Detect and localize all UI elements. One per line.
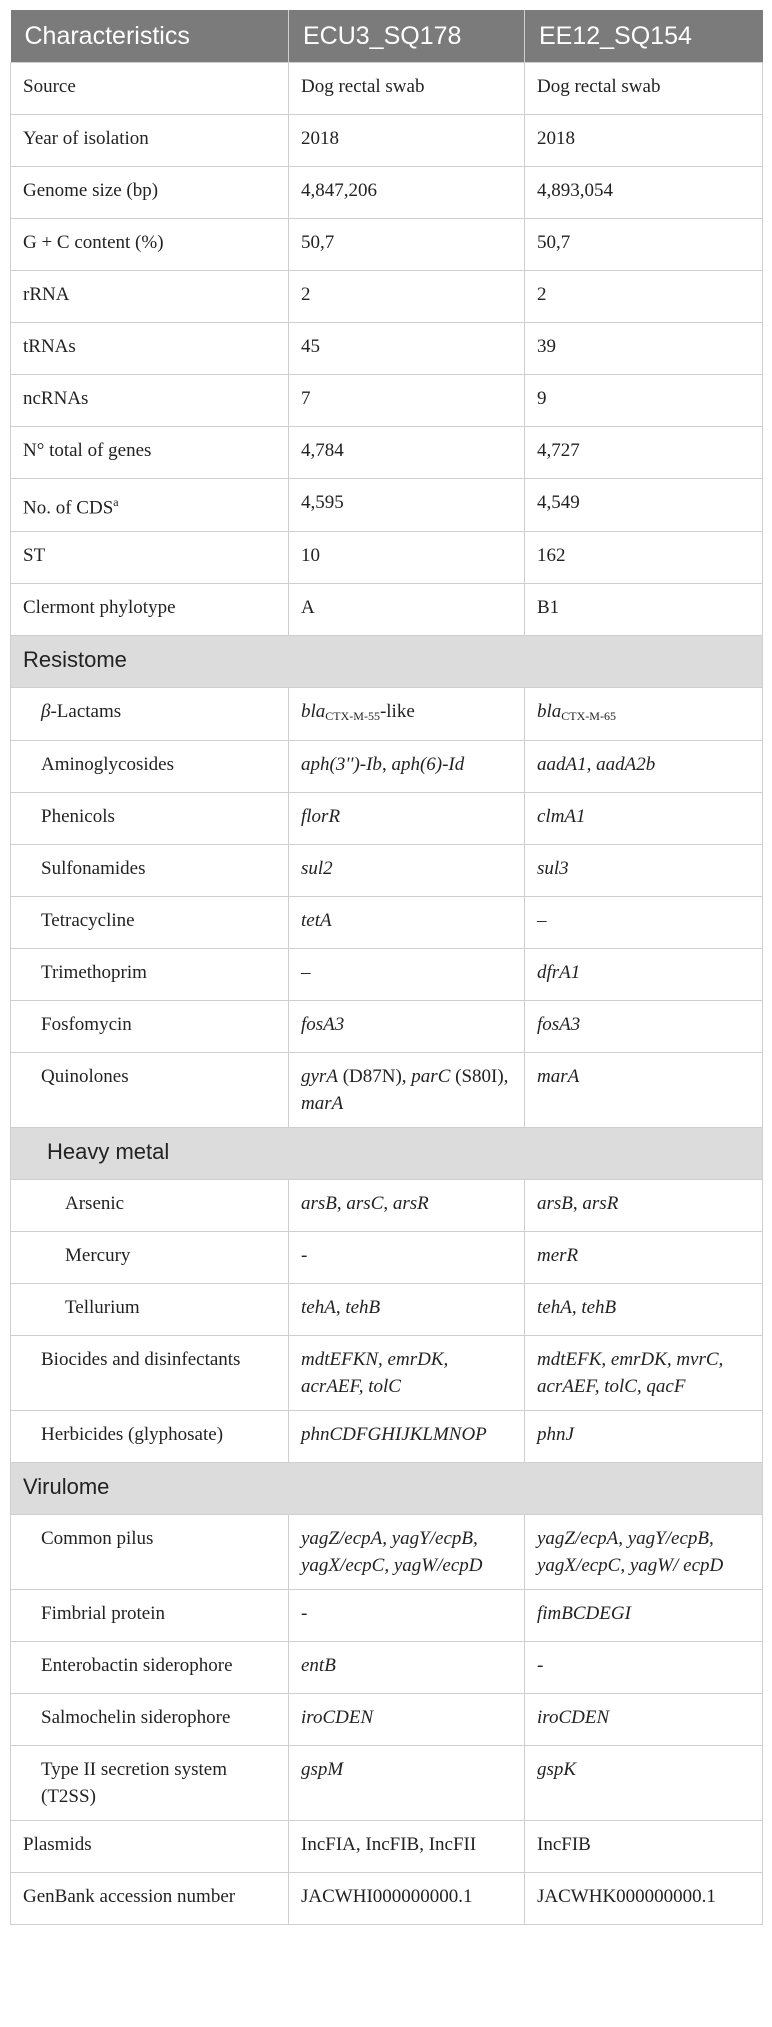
mutation: (S80I),: [450, 1066, 509, 1088]
row-label: Sulfonamides: [11, 845, 289, 897]
ee12-value: 2: [525, 271, 763, 323]
header-ee12-sq154: EE12_SQ154: [525, 10, 763, 63]
gene-name: aph(3'')-Ib: [301, 754, 382, 776]
ecu3-value: tehA, tehB: [289, 1284, 525, 1336]
ecu3-value: yagZ/ecpA, yagY/ecpB, yagX/ecpC, yagW/ecpD: [289, 1515, 525, 1590]
row-label: Type II secretion system (T2SS): [11, 1746, 289, 1821]
row-label: [11, 479, 289, 532]
table-row-mercury: [11, 1232, 763, 1284]
gene-name: marA: [301, 1093, 344, 1115]
table-row-fimbrial: [11, 1590, 763, 1642]
table-row-herbicides: [11, 1411, 763, 1463]
ecu3-value: 10: [289, 532, 525, 584]
row-label: rRNA: [11, 271, 289, 323]
beta-label-text: -Lactams: [50, 701, 122, 723]
row-label: Trimethoprim: [11, 949, 289, 1001]
row-label: GenBank accession number: [11, 1873, 289, 1925]
row-label: Enterobactin siderophore: [11, 1642, 289, 1694]
ee12-value: dfrA1: [525, 949, 763, 1001]
gene-name: arsB: [301, 1193, 337, 1215]
table-row-st: [11, 532, 763, 584]
ee12-value: clmA1: [525, 793, 763, 845]
ee12-value: 162: [525, 532, 763, 584]
ecu3-value: 45: [289, 323, 525, 375]
ee12-value: tehA, tehB: [525, 1284, 763, 1336]
gene-subscript: CTX-M-65: [561, 709, 616, 724]
ecu3-value: 4,847,206: [289, 167, 525, 219]
gene-name: aadA2b: [596, 754, 656, 776]
section-resistome: [11, 636, 763, 688]
row-label: Salmochelin siderophore: [11, 1694, 289, 1746]
table-row-sulfonamides: [11, 845, 763, 897]
gene-suffix: -like: [379, 701, 415, 723]
table-row-cds: [11, 479, 763, 532]
ee12-value: B1: [525, 584, 763, 636]
gene-name: tehB: [581, 1297, 617, 1319]
ee12-value: -: [525, 1642, 763, 1694]
row-label: Year of isolation: [11, 115, 289, 167]
ee12-value: 50,7: [525, 219, 763, 271]
table-row-tellurium: [11, 1284, 763, 1336]
ee12-value: merR: [525, 1232, 763, 1284]
table-row-phenicols: [11, 793, 763, 845]
ee12-value: arsB, arsR: [525, 1180, 763, 1232]
table-row-total-genes: [11, 427, 763, 479]
row-label: Clermont phylotype: [11, 584, 289, 636]
row-label: Fimbrial protein: [11, 1590, 289, 1642]
ecu3-value: IncFIA, IncFIB, IncFII: [289, 1821, 525, 1873]
row-label: N° total of genes: [11, 427, 289, 479]
table-row-ncrnas: [11, 375, 763, 427]
gene-name: bla: [537, 701, 562, 723]
gene-name: parC: [411, 1066, 451, 1088]
row-label: G + C content (%): [11, 219, 289, 271]
ee12-value: fimBCDEGI: [525, 1590, 763, 1642]
table-row-genome-size: [11, 167, 763, 219]
ecu3-value: florR: [289, 793, 525, 845]
section-title: Virulome: [11, 1463, 763, 1515]
ecu3-value: 7: [289, 375, 525, 427]
ee12-value: marA: [525, 1053, 763, 1128]
gene-name: tehA: [537, 1297, 572, 1319]
row-label: Herbicides (glyphosate): [11, 1411, 289, 1463]
ee12-value: 4,893,054: [525, 167, 763, 219]
table-row-clermont: [11, 584, 763, 636]
ecu3-value: Dog rectal swab: [289, 63, 525, 115]
separator: ,: [381, 754, 392, 776]
ee12-value: fosA3: [525, 1001, 763, 1053]
table-row-beta-lactams: [11, 688, 763, 741]
mutation: (D87N),: [337, 1066, 412, 1088]
ecu3-value: iroCDEN: [289, 1694, 525, 1746]
ee12-value: –: [525, 897, 763, 949]
row-label: Fosfomycin: [11, 1001, 289, 1053]
gene-name: arsB: [537, 1193, 573, 1215]
row-label: ST: [11, 532, 289, 584]
gene-name: tehA: [301, 1297, 336, 1319]
ecu3-value: tetA: [289, 897, 525, 949]
table-row-trnas: [11, 323, 763, 375]
ee12-value: sul3: [525, 845, 763, 897]
ee12-value: [525, 741, 763, 793]
row-label: Aminoglycosides: [11, 741, 289, 793]
header-ecu3-sq178: ECU3_SQ178: [289, 10, 525, 63]
table-row-quinolones: [11, 1053, 763, 1128]
table-row-gc-content: [11, 219, 763, 271]
gene-name: aadA1: [537, 754, 587, 776]
ecu3-value: -: [289, 1232, 525, 1284]
ecu3-value: [289, 741, 525, 793]
ecu3-value: 2: [289, 271, 525, 323]
row-label: ncRNAs: [11, 375, 289, 427]
beta-symbol: β: [41, 701, 51, 723]
table-row-t2ss: [11, 1746, 763, 1821]
gene-name: bla: [301, 701, 326, 723]
ecu3-value: 4,784: [289, 427, 525, 479]
ecu3-value: 50,7: [289, 219, 525, 271]
ecu3-value: arsB, arsC, arsR: [289, 1180, 525, 1232]
table-row-biocides: [11, 1336, 763, 1411]
row-label: Phenicols: [11, 793, 289, 845]
gene-subscript: CTX-M-55: [325, 709, 380, 724]
ee12-value: iroCDEN: [525, 1694, 763, 1746]
row-label: Tetracycline: [11, 897, 289, 949]
row-label: Biocides and disinfectants: [11, 1336, 289, 1411]
ee12-value: phnJ: [525, 1411, 763, 1463]
table-row-year: [11, 115, 763, 167]
ecu3-value: gspM: [289, 1746, 525, 1821]
table-row-salmochelin: [11, 1694, 763, 1746]
gene-name: tehB: [345, 1297, 381, 1319]
row-label: Mercury: [11, 1232, 289, 1284]
ee12-value: gspK: [525, 1746, 763, 1821]
ecu3-value: –: [289, 949, 525, 1001]
gene-name: arsC: [346, 1193, 384, 1215]
ee12-value: 2018: [525, 115, 763, 167]
ecu3-value: [289, 1053, 525, 1128]
table-row-fosfomycin: [11, 1001, 763, 1053]
row-label: tRNAs: [11, 323, 289, 375]
table-row-tetracycline: [11, 897, 763, 949]
table-row-rrna: [11, 271, 763, 323]
row-label: Source: [11, 63, 289, 115]
ecu3-value: 4,595: [289, 479, 525, 532]
ee12-value: Dog rectal swab: [525, 63, 763, 115]
ecu3-value: JACWHI000000000.1: [289, 1873, 525, 1925]
gene-name: aph(6)-Id: [391, 754, 465, 776]
table-row-source: [11, 63, 763, 115]
gene-name: gyrA: [301, 1066, 338, 1088]
table-row-genbank: [11, 1873, 763, 1925]
ecu3-value: -: [289, 1590, 525, 1642]
section-title: Resistome: [11, 636, 763, 688]
ee12-value: IncFIB: [525, 1821, 763, 1873]
ecu3-value: 2018: [289, 115, 525, 167]
ee12-value: 9: [525, 375, 763, 427]
ecu3-value: phnCDFGHIJKLMNOP: [289, 1411, 525, 1463]
ee12-value: yagZ/ecpA, yagY/ecpB, yagX/ecpC, yagW/ ecpD: [525, 1515, 763, 1590]
ecu3-value: fosA3: [289, 1001, 525, 1053]
row-label: Arsenic: [11, 1180, 289, 1232]
table-row-aminoglycosides: [11, 741, 763, 793]
table-row-trimethoprim: [11, 949, 763, 1001]
ee12-value: [525, 688, 763, 741]
header-characteristics: Characteristics: [11, 10, 289, 63]
section-heavy-metal: [11, 1128, 763, 1180]
table-row-arsenic: [11, 1180, 763, 1232]
ee12-value: 4,727: [525, 427, 763, 479]
table-row-enterobactin: [11, 1642, 763, 1694]
ecu3-value: sul2: [289, 845, 525, 897]
row-label: Common pilus: [11, 1515, 289, 1590]
genome-characteristics-table: [10, 10, 763, 1925]
table-row-plasmids: [11, 1821, 763, 1873]
gene-name: arsR: [582, 1193, 619, 1215]
ee12-value: mdtEFK, emrDK, mvrC, acrAEF, tolC, qacF: [525, 1336, 763, 1411]
ee12-value: 39: [525, 323, 763, 375]
ee12-value: JACWHK000000000.1: [525, 1873, 763, 1925]
row-label: Quinolones: [11, 1053, 289, 1128]
gene-name: arsR: [392, 1193, 429, 1215]
ee12-value: 4,549: [525, 479, 763, 532]
ecu3-value: A: [289, 584, 525, 636]
ecu3-value: mdtEFKN, emrDK, acrAEF, tolC: [289, 1336, 525, 1411]
section-virulome: [11, 1463, 763, 1515]
row-label: [11, 688, 289, 741]
row-label: Tellurium: [11, 1284, 289, 1336]
ecu3-value: entB: [289, 1642, 525, 1694]
table-header-row: [11, 10, 763, 63]
row-label: Genome size (bp): [11, 167, 289, 219]
cds-label-text: No. of CDS: [23, 497, 114, 519]
ecu3-value: [289, 688, 525, 741]
separator: ,: [586, 754, 597, 776]
section-title: Heavy metal: [11, 1128, 763, 1180]
row-label: Plasmids: [11, 1821, 289, 1873]
table-row-common-pilus: [11, 1515, 763, 1590]
footnote-marker: a: [113, 495, 119, 509]
